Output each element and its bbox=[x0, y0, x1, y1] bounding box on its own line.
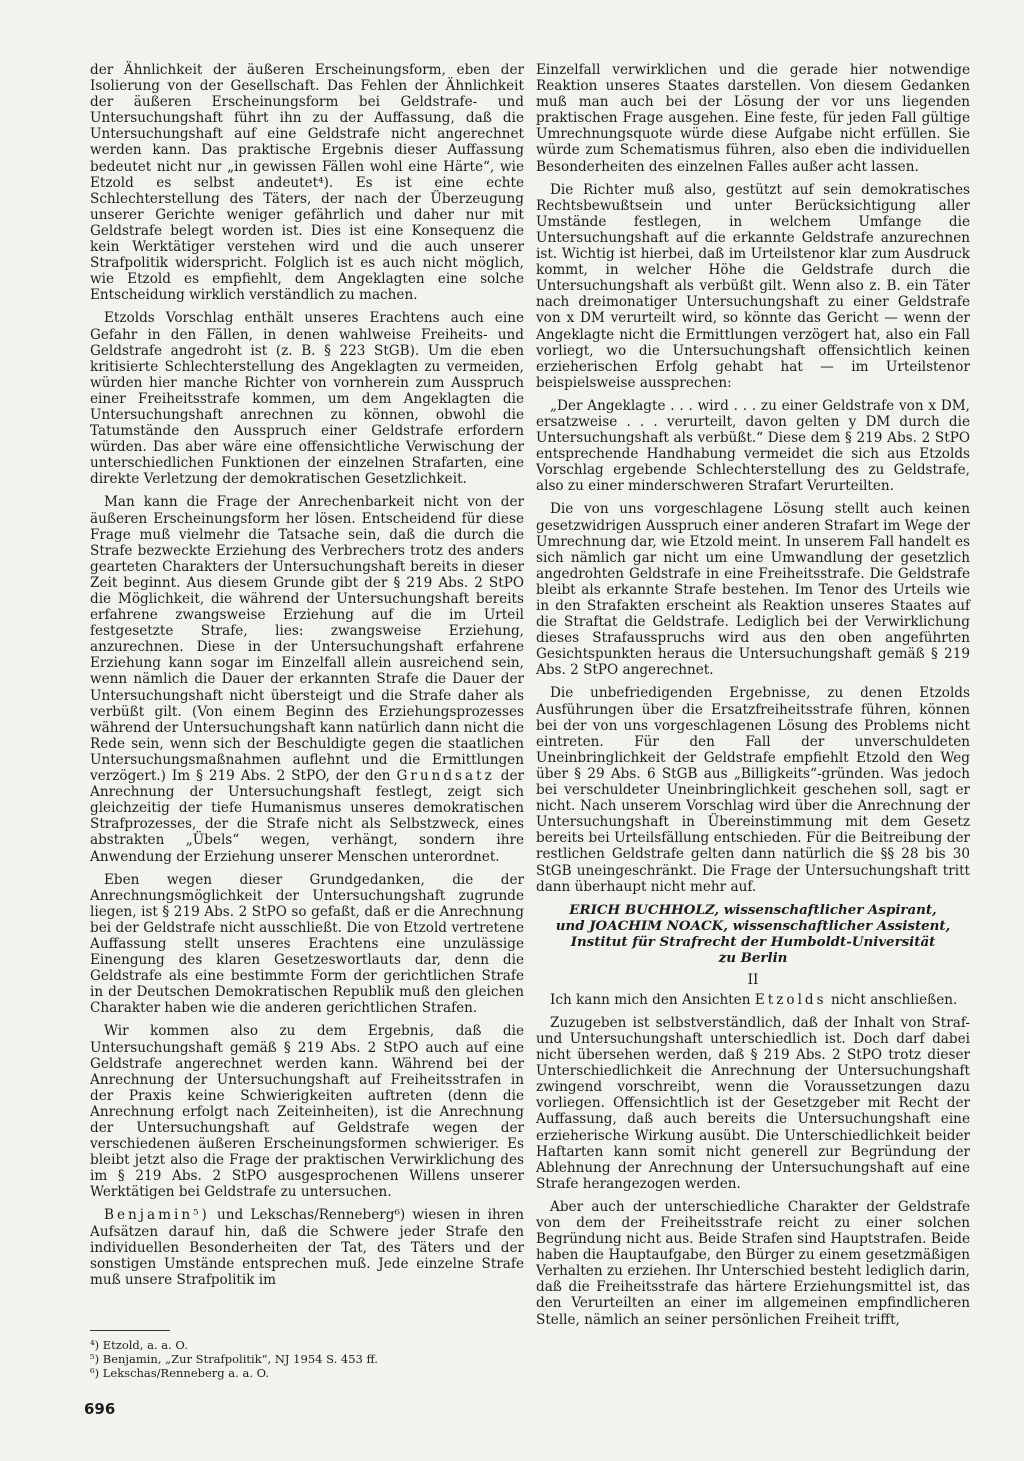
paragraph: Wir kommen also zu dem Ergebnis, daß die Untersuchungshaft gemäß § 219 Abs. 2 StPO auch auf eine Geldstrafe angerechnet werden kann. Während bei der Anrechnung der Untersuchungshaft auf Freiheitsstrafen in der Praxis keine Schwierigkeiten auftreten (denn die Anrechnung erfolgt nach Zeiteinheiten), ist die Anrechnung der Untersuchungshaft auf Geldstrafe wegen der verschiedenen äußeren Erscheinungsformen schwieriger. Es bleibt jetzt also die Frage der praktischen Verwirklichung des im § 219 Abs. 2 StPO ausgesprochenen Willens unserer Werktätigen bei Geldstrafe zu untersuchen. bbox=[90, 1023, 524, 1201]
paragraph: Die von uns vorgeschlagene Lösung stellt auch keinen gesetzwidrigen Ausspruch einer anderen Strafart im Wege der Umrechnung dar, wie Etzold meint. In unserem Fall handelt es sich nämlich gar nicht um eine Umwandlung der gesetzlich angedrohten Geldstrafe in eine Freiheitsstrafe. Die Geldstrafe bleibt als erkannte Strafe bestehen. Im Tenor des Urteils wie in den Strafakten erscheint als Reaktion unseres Staates auf die Straftat die Geldstrafe. Lediglich bei der Verwirklichung dieses Strafausspruchs wird aus den oben angeführten Gesichtspunkten heraus die Untersuchungshaft gemäß § 219 Abs. 2 StPO angerechnet. bbox=[536, 501, 970, 679]
footnote: ⁶) Lekschas/Renneberg a. a. O. bbox=[90, 1366, 270, 1380]
section-heading: II bbox=[747, 971, 759, 988]
footnotes bbox=[90, 1338, 524, 1380]
paragraph: „Der Angeklagte . . . wird . . . zu einer Geldstrafe von x DM, ersatzweise . . . verurteilt, davon gelten y DM durch die Untersuchungshaft als verbüßt.“ Diese dem § 219 Abs. 2 StPO entsprechende Handhabung vermeidet die sich aus Etzolds Vorschlag ergebende Schlechterstellung des zu Geldstrafe, also zu einer minderschweren Strafart Verurteilten. bbox=[536, 397, 970, 495]
footnote: ⁴) Etzold, a. a. O. bbox=[90, 1338, 188, 1352]
paragraph: Die unbefriedigenden Ergebnisse, zu denen Etzolds Ausführungen über die Ersatzfreiheitsstrafe führen, können bei der von uns vorgeschlagenen Lösung des Problems nicht eintreten. Für den Fall der unverschuldeten Uneinbringlichkeit der Geldstrafe empfiehlt Etzold den Weg über § 29 Abs. 6 StGB aus „Billigkeits“-gründen. Was jedoch bei verschuldeter Uneinbringlichkeit geschehen soll, sagt er nicht. Nach unserem Vorschlag wird über die Anrechnung der Untersuchungshaft in Übereinstimmung mit dem Gesetz bereits bei Urteilsfällung entschieden. Für die Beitreibung der restlichen Geldstrafe gelten dann natürlich die §§ 28 bis 30 StGB uneingeschränkt. Die Frage der Untersuchungshaft tritt dann überhaupt nicht mehr auf. bbox=[536, 685, 970, 895]
paragraph: Etzolds Vorschlag enthält unseres Erachtens auch eine Gefahr in den Fällen, in denen wahlweise Freiheits- und Geldstrafe angedroht ist (z. B. § 223 StGB). Um die eben kritisierte Schlechterstellung des Angeklagten zu vermeiden, würden hier manche Richter von vornherein zum Ausspruch einer Freiheitsstrafe kommen, um dem Angeklagten die Untersuchungshaft anrechnen zu können, obwohl die Tatumstände den Ausspruch einer Geldstrafe erfordern würden. Das aber wäre eine offensichtliche Verwischung der unterschiedlichen Funktionen der einzelnen Strafarten, eine direkte Verletzung der demokratischen Gesetzlichkeit. bbox=[90, 310, 524, 488]
signature-line: und JOACHIM NOACK, wissenschaftlicher Assistent, bbox=[555, 917, 951, 934]
footnote: ⁵) Benjamin, „Zur Strafpolitik“, NJ 1954 S. 453 ff. bbox=[90, 1352, 378, 1366]
paragraph-text: nicht anschließen. bbox=[830, 991, 958, 1008]
paragraph: Die Richter muß also, gestützt auf sein demokratisches Rechtsbewußtsein und unter Berücksichtigung aller Umstände festlegen, in welchem Umfange die Untersuchungshaft auf die erkannte Geldstrafe anzurechnen ist. Wichtig ist hierbei, daß im Urteilstenor klar zum Ausdruck kommt, in welcher Höhe die Geldstrafe durch die Untersuchungshaft als verbüßt gilt. Wenn also z. B. ein Täter nach dreimonatiger Untersuchungshaft zu einer Geldstrafe von x DM verurteilt wird, so könnte das Gericht — wenn der Angeklagte nicht die Ermittlungen verzögert hat, also ein Fall vorliegt, wo die Untersuchungshaft offensichtlich keinen erzieherischen Erfolg gehabt hat — im Urteilstenor beispielsweise aussprechen: bbox=[536, 181, 970, 391]
signature-line: zu Berlin bbox=[718, 949, 788, 966]
paragraph: Einzelfall verwirklichen und die gerade hier notwendige Reaktion unseres Staates darstellen. Von diesem Gedanken muß man auch bei der Lösung der vor uns liegenden praktischen Frage ausgehen. Eine feste, für jeden Fall gültige Umrechnungsquote würde diese Aufgabe nicht erfüllen. Sie würde zum Schematismus führen, also eben die individuellen Besonderheiten des einzelnen Falles außer acht lassen. bbox=[536, 62, 970, 175]
left-column bbox=[90, 62, 524, 1295]
paragraph bbox=[90, 494, 524, 864]
footnote-divider bbox=[90, 1330, 170, 1331]
paragraph-text: und Lekschas/Renneberg⁶) wiesen in ihren Aufsätzen darauf hin, daß die Schwere jeder Strafe den individuellen Besonderheiten der Tat, des Täters und der sonstigen Umstände entsprechen muß. Jede einzelne Strafe muß unsere Strafpolitik im bbox=[90, 1207, 524, 1288]
emphasis-text: Etzolds bbox=[754, 991, 827, 1008]
paragraph bbox=[536, 992, 970, 1008]
paragraph: der Ähnlichkeit der äußeren Erscheinungsform, eben der Isolierung von der Gesellschaft. Das Fehlen der Ähnlichkeit der äußeren Erscheinungsform bei Geldstrafe- und Untersuchungshaft führt ihn zu der Auffassung, daß die Untersuchungshaft auf eine Geldstrafe nicht angerechnet werden kann. Das praktische Ergebnis dieser Auffassung bedeutet nicht nur „in gewissen Fällen wohl eine Härte“, wie Etzold es selbst andeutet⁴). Es ist eine echte Schlechterstellung des Täters, der nach der Überzeugung unserer Gerichte weniger gefährlich und daher nur mit Geldstrafe belegt worden ist. Dies ist eine Konsequenz die kein Werktätiger verstehen wird und die auch unserer Strafpolitik widerspricht. Folglich ist es auch nicht möglich, wie Etzold es empfiehlt, dem Angeklagten eine solche Entscheidung wirklich verständlich zu machen. bbox=[90, 62, 524, 304]
author-signature bbox=[536, 902, 970, 966]
paragraph: Eben wegen dieser Grundgedanken, die der Anrechnungsmöglichkeit der Untersuchungshaft zugrunde liegen, ist § 219 Abs. 2 StPO so gefaßt, daß er die Anrechnung bei der Geldstrafe nicht ausschließt. Die von Etzold vertretene Auffassung stellt unseres Erachtens eine unzulässige Einengung des klaren Gesetzeswortlauts dar, denn die Geldstrafe als eine bestimmte Form der gerichtlichen Strafe in der Deutschen Demokratischen Republik muß den gleichen Charakter haben wie die anderen gerichtlichen Strafen. bbox=[90, 871, 524, 1017]
page-number: 696 bbox=[84, 1400, 116, 1418]
right-column bbox=[536, 62, 970, 1335]
paragraph bbox=[90, 1207, 524, 1287]
paragraph-text: Man kann die Frage der Anrechenbarkeit nicht von der äußeren Erscheinungsform her lösen. Entscheidend für diese Frage muß vielmehr die Tatsache sein, daß die durch die Strafe bezweckte Erziehung des Verbrechers trotz des anders gearteten Charakters der Untersuchungshaft bereits in dieser Zeit beginnt. Aus diesem Grunde gibt der § 219 Abs. 2 StPO die Möglichkeit, die während der Untersuchungshaft bereits erfahrene zwangsweise Erziehung auf die im Urteil festgesetzte Strafe, lies: zwangsweise Erziehung, anzurechnen. Diese in der Untersuchungshaft erfahrene Erziehung kann sogar im Einzelfall allein ausreichend sein, wenn nämlich die Dauer der erkannten Strafe die Dauer der Untersuchungshaft nicht übersteigt und die Strafe daher als verbüßt gilt. (Von einem Beginn des Erziehungsprozesses während der Untersuchungshaft kann natürlich dann nicht die Rede sein, wenn sich der Beschuldigte gegen die staatlichen Untersuchungsmaßnahmen auflehnt und die Ermittlungen verzögert.) Im § 219 Abs. 2 StPO, der den bbox=[90, 494, 524, 785]
paragraph: Zuzugeben ist selbstverständlich, daß der Inhalt von Straf- und Untersuchungshaft unterschiedlich ist. Doch darf dabei nicht übersehen werden, daß § 219 Abs. 2 StPO trotz dieser Unterschiedlichkeit die Anrechnung der Untersuchungshaft zwingend vorschreibt, wenn die Voraussetzungen dazu vorliegen. Offensichtlich ist der Gesetzgeber mit Recht der Auffassung, daß auch bereits die Untersuchungshaft eine erzieherische Wirkung ausübt. Die Unterschiedlichkeit beider Haftarten kann somit nicht generell zur Begründung der Ablehnung der Anrechnung der Untersuchungshaft auf eine Strafe herangezogen werden. bbox=[536, 1014, 970, 1192]
signature-line: ERICH BUCHHOLZ, wissenschaftlicher Aspirant, bbox=[569, 901, 937, 918]
paragraph-text: Ich kann mich den Ansichten bbox=[550, 991, 751, 1008]
emphasis-text: Grundsatz bbox=[396, 768, 495, 785]
signature-line: Institut für Strafrecht der Humboldt-Universität bbox=[570, 933, 936, 950]
emphasis-text: Benjamin⁵) bbox=[104, 1207, 210, 1224]
paragraph-text: der Anrechnung der Untersuchungshaft festlegt, zeigt sich gleichzeitig der tiefe Humanismus unseres demokratischen Strafprozesses, der die Strafe nicht als Selbstzweck, eines abstrakten „Übels“ wegen, verhängt, sondern ihre Anwendung der Erziehung unserer Menschen unterordnet. bbox=[90, 768, 524, 865]
paragraph: Aber auch der unterschiedliche Charakter der Geldstrafe von dem der Freiheitsstrafe reicht zu einer solchen Begründung nicht aus. Beide Strafen sind Hauptstrafen. Beide haben die Hauptaufgabe, den Bürger zu einem gesetzmäßigen Verhalten zu erziehen. Ihr Unterschied besteht lediglich darin, daß die Freiheitsstrafe das härtere Erziehungsmittel ist, das den Verurteilten an einer im allgemeinen empfindlicheren Stelle, nämlich an seiner persönlichen Freiheit trifft, bbox=[536, 1198, 970, 1328]
